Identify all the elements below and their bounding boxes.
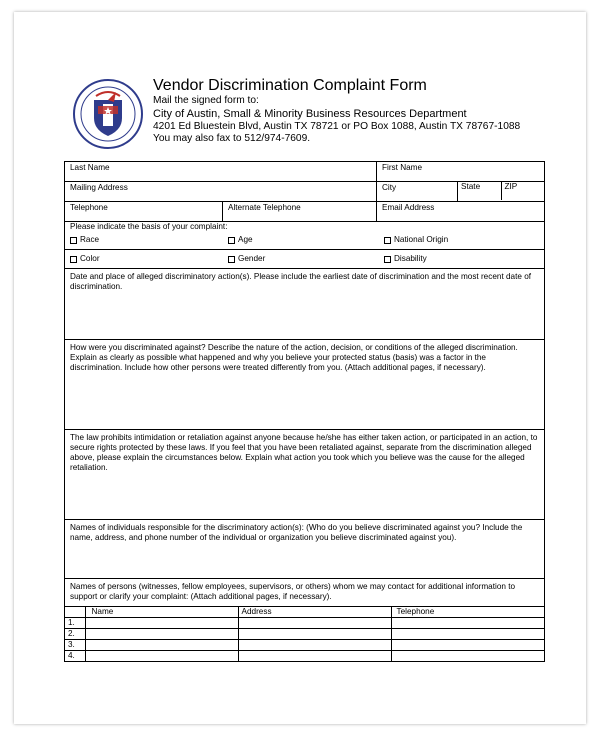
checkbox-icon <box>70 256 77 263</box>
witness-num-header <box>65 607 85 618</box>
mailing-address: 4201 Ed Bluestein Blvd, Austin TX 78721 or PO Box 1088, Austin TX 78767-1088 <box>153 120 521 132</box>
disability-checkbox[interactable] <box>384 254 427 264</box>
state-zip-field <box>458 182 545 202</box>
state-field[interactable] <box>458 182 501 200</box>
witness-address-input[interactable] <box>238 618 391 629</box>
witness-address-input[interactable] <box>238 629 391 640</box>
age-checkbox[interactable] <box>228 235 384 245</box>
alt-telephone-field[interactable] <box>223 202 377 222</box>
witness-address-input[interactable] <box>238 651 391 662</box>
witness-name-input[interactable] <box>85 651 238 662</box>
date-place-question: Date and place of alleged discriminatory action(s). Please include the earliest date of discrimination and the most recent date of discrimination. <box>70 272 532 291</box>
last-name-field[interactable] <box>65 162 377 182</box>
basis-label: Please indicate the basis of your complaint: <box>70 222 228 231</box>
fax-instruction: You may also fax to 512/974-7609. <box>153 133 311 144</box>
responsible-individuals-question: Names of individuals responsible for the discriminatory action(s): (Who do you believe discriminated against you? Include the name, address, and phone number of the individual or organization you believe discriminated against you). <box>70 523 523 542</box>
checkbox-icon <box>70 237 77 244</box>
state-label: State <box>461 182 481 191</box>
complaint-form-table <box>64 161 545 662</box>
witnesses-section <box>65 579 545 607</box>
address-header-label: Address <box>241 607 272 616</box>
table-row <box>65 629 544 640</box>
checkbox-icon <box>384 256 391 263</box>
name-header-label: Name <box>91 607 114 616</box>
row-number: 1. <box>65 618 85 629</box>
alt-telephone-label: Alternate Telephone <box>228 203 301 212</box>
form-title: Vendor Discrimination Complaint Form <box>153 77 427 94</box>
mail-instruction: Mail the signed form to: <box>153 95 259 106</box>
checkbox-icon <box>384 237 391 244</box>
zip-label: ZIP <box>504 182 518 191</box>
witness-telephone-input[interactable] <box>391 618 544 629</box>
witness-telephone-input[interactable] <box>391 651 544 662</box>
witness-name-input[interactable] <box>85 629 238 640</box>
witnesses-question: Names of persons (witnesses, fellow employees, supervisors, or others) whom we may contact for additional information to support or clarify your complaint: (Attach additional pages, if necessary). <box>70 582 516 601</box>
age-label: Age <box>238 235 253 244</box>
table-row <box>65 618 544 629</box>
how-discriminated-question: How were you discriminated against? Describe the nature of the action, decision, or conditions of the alleged discrimination. Explain as clearly as possible what happened and why you believe your protected status (basis) was a factor in the discrimination. Include how other persons were treated differently from you. (Attach additional pages, if necessary). <box>70 343 518 372</box>
witness-telephone-input[interactable] <box>391 629 544 640</box>
witness-table-cell <box>65 606 545 662</box>
gender-label: Gender <box>238 254 266 263</box>
witness-name-input[interactable] <box>85 618 238 629</box>
row-number: 4. <box>65 651 85 662</box>
form-header <box>153 76 520 146</box>
email-label: Email Address <box>382 203 435 212</box>
checkbox-icon <box>228 237 235 244</box>
city-field[interactable] <box>377 182 458 202</box>
retaliation-field[interactable] <box>65 430 545 520</box>
witness-name-input[interactable] <box>85 640 238 651</box>
witness-table <box>65 606 544 661</box>
mailing-address-field[interactable] <box>65 182 377 202</box>
zip-field[interactable] <box>501 182 544 200</box>
gender-checkbox[interactable] <box>228 254 384 264</box>
telephone-header-label: Telephone <box>396 607 435 616</box>
color-checkbox[interactable] <box>70 254 228 264</box>
national-origin-label: National Origin <box>394 235 449 244</box>
date-place-field[interactable] <box>65 269 545 340</box>
witness-telephone-input[interactable] <box>391 640 544 651</box>
race-label: Race <box>80 235 100 244</box>
responsible-individuals-field[interactable] <box>65 520 545 579</box>
how-discriminated-field[interactable] <box>65 340 545 430</box>
race-checkbox[interactable] <box>70 235 228 245</box>
department-name: City of Austin, Small & Minority Business Resources Department <box>153 107 467 120</box>
basis-section <box>65 222 545 269</box>
telephone-label: Telephone <box>70 203 108 212</box>
disability-label: Disability <box>394 254 427 263</box>
last-name-label: Last Name <box>70 163 110 172</box>
witness-address-input[interactable] <box>238 640 391 651</box>
national-origin-checkbox[interactable] <box>384 235 448 245</box>
first-name-label: First Name <box>382 163 423 172</box>
row-number: 3. <box>65 640 85 651</box>
city-seal-logo <box>72 78 144 150</box>
telephone-field[interactable] <box>65 202 223 222</box>
color-label: Color <box>80 254 100 263</box>
table-row <box>65 640 544 651</box>
first-name-field[interactable] <box>377 162 545 182</box>
table-row <box>65 651 544 662</box>
row-number: 2. <box>65 629 85 640</box>
retaliation-question: The law prohibits intimidation or retaliation against anyone because he/she has either taken action, or participated in an action, to secure rights protected by these laws. If you feel that you have been retaliated against, separate from the discrimination alleged above, please explain the circumstances below. Explain what action you took which you believe was the cause for the alleged retaliation. <box>70 433 538 472</box>
witness-address-header <box>238 607 391 618</box>
email-field[interactable] <box>377 202 545 222</box>
mailing-address-label: Mailing Address <box>70 183 128 192</box>
witness-telephone-header <box>391 607 544 618</box>
witness-name-header <box>85 607 238 618</box>
city-label: City <box>382 183 397 192</box>
checkbox-icon <box>228 256 235 263</box>
